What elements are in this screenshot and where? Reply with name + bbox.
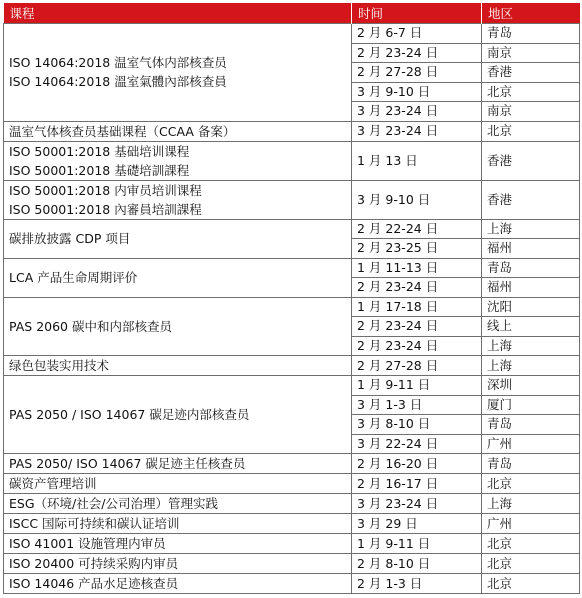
session-date-cell: 1 月 11-13 日	[352, 258, 482, 278]
course-name-cell	[4, 494, 352, 514]
table-row	[4, 534, 580, 554]
session-location-cell: 北京	[482, 574, 580, 594]
course-name-line: ISO 14064:2018 温室气体内部核查员	[9, 55, 227, 71]
session-date-cell: 3 月 1-3 日	[352, 395, 482, 415]
course-name-cell	[4, 514, 352, 534]
session-location-cell: 青岛	[482, 258, 580, 278]
course-name-line: ISO 50001:2018 內審員培訓課程	[9, 201, 202, 217]
course-name-line: LCA 产品生命周期评价	[9, 270, 138, 285]
course-name-cell	[4, 180, 352, 219]
course-name-cell	[4, 258, 352, 297]
table-body	[4, 24, 580, 594]
session-date-cell: 1 月 17-18 日	[352, 297, 482, 317]
course-name-cell	[4, 534, 352, 554]
session-location-cell: 青岛	[482, 454, 580, 474]
course-name-line: 绿色包装实用技术	[9, 358, 110, 373]
session-location-cell: 北京	[482, 474, 580, 494]
course-name-line: ISO 50001:2018 内审员培训课程	[9, 182, 202, 198]
course-name-line: ISCC 国际可持续和碳认证培训	[9, 516, 180, 531]
table-row	[4, 121, 580, 141]
session-date-cell: 3 月 23-24 日	[352, 121, 482, 141]
session-location-cell: 南京	[482, 102, 580, 122]
course-name-cell	[4, 297, 352, 356]
session-date-cell: 1 月 9-11 日	[352, 376, 482, 396]
table-row	[4, 574, 580, 594]
table-row	[4, 554, 580, 574]
course-name-line: ISO 14046 产品水足迹核查员	[9, 576, 179, 591]
session-date-cell: 3 月 22-24 日	[352, 434, 482, 454]
session-location-cell: 线上	[482, 317, 580, 337]
session-date-cell: 2 月 16-20 日	[352, 454, 482, 474]
course-name-cell	[4, 574, 352, 594]
session-date-cell: 3 月 23-24 日	[352, 494, 482, 514]
session-location-cell: 北京	[482, 82, 580, 102]
table-row	[4, 258, 580, 278]
table-row	[4, 494, 580, 514]
session-location-cell: 广州	[482, 434, 580, 454]
session-date-cell: 3 月 9-10 日	[352, 82, 482, 102]
course-name-cell	[4, 454, 352, 474]
session-location-cell: 厦门	[482, 395, 580, 415]
session-location-cell: 沈阳	[482, 297, 580, 317]
session-location-cell: 青岛	[482, 415, 580, 435]
session-date-cell: 2 月 8-10 日	[352, 554, 482, 574]
course-name-line: 碳排放披露 CDP 项目	[9, 231, 131, 246]
course-name-line: PAS 2050 / ISO 14067 碳足迹内部核查员	[9, 407, 250, 422]
session-date-cell: 3 月 8-10 日	[352, 415, 482, 435]
course-name-line: ISO 20400 可持续采购内审员	[9, 556, 179, 571]
course-name-cell	[4, 554, 352, 574]
course-name-cell	[4, 219, 352, 258]
course-name-line: ISO 14064:2018 溫室氣體內部核查員	[9, 74, 227, 90]
table-header-row	[4, 3, 580, 24]
course-name-line: ISO 50001:2018 基础培训课程	[9, 143, 190, 159]
session-date-cell: 2 月 23-24 日	[352, 278, 482, 298]
table-row	[4, 474, 580, 494]
course-name-cell	[4, 356, 352, 376]
course-name-cell	[4, 474, 352, 494]
course-schedule-table	[3, 3, 580, 594]
session-location-cell: 南京	[482, 43, 580, 63]
session-location-cell: 福州	[482, 239, 580, 259]
course-name-line: 碳资产管理培训	[9, 476, 97, 491]
session-date-cell: 3 月 9-10 日	[352, 180, 482, 219]
session-date-cell: 2 月 16-17 日	[352, 474, 482, 494]
session-date-cell: 3 月 23-24 日	[352, 102, 482, 122]
session-date-cell: 2 月 1-3 日	[352, 574, 482, 594]
header-course: 课程	[4, 3, 352, 24]
table-row	[4, 180, 580, 219]
course-name-cell	[4, 24, 352, 122]
session-location-cell: 上海	[482, 219, 580, 239]
session-location-cell: 福州	[482, 278, 580, 298]
session-location-cell: 香港	[482, 63, 580, 83]
session-date-cell: 2 月 23-25 日	[352, 239, 482, 259]
session-date-cell: 1 月 9-11 日	[352, 534, 482, 554]
table-row	[4, 376, 580, 396]
session-date-cell: 2 月 23-24 日	[352, 43, 482, 63]
table-row	[4, 141, 580, 180]
table-row	[4, 356, 580, 376]
session-location-cell: 北京	[482, 534, 580, 554]
session-location-cell: 香港	[482, 141, 580, 180]
table-row	[4, 219, 580, 239]
session-date-cell: 2 月 6-7 日	[352, 24, 482, 44]
session-date-cell: 2 月 23-24 日	[352, 317, 482, 337]
course-name-line: ISO 50001:2018 基礎培訓課程	[9, 162, 190, 178]
table-row	[4, 514, 580, 534]
session-date-cell: 2 月 22-24 日	[352, 219, 482, 239]
session-location-cell: 上海	[482, 356, 580, 376]
table-row	[4, 24, 580, 44]
course-name-cell	[4, 141, 352, 180]
session-location-cell: 上海	[482, 336, 580, 356]
session-date-cell: 2 月 27-28 日	[352, 356, 482, 376]
session-location-cell: 香港	[482, 180, 580, 219]
session-date-cell: 2 月 23-24 日	[352, 336, 482, 356]
course-name-line: PAS 2060 碳中和内部核查员	[9, 318, 172, 334]
table-row	[4, 454, 580, 474]
session-location-cell: 青岛	[482, 24, 580, 44]
session-location-cell: 上海	[482, 494, 580, 514]
table-row	[4, 297, 580, 317]
session-date-cell: 3 月 29 日	[352, 514, 482, 534]
header-location: 地区	[482, 3, 580, 24]
course-name-line: ESG（环境/社会/公司治理）管理实践	[9, 496, 218, 511]
session-date-cell: 1 月 13 日	[352, 141, 482, 180]
course-name-line: 温室气体核查员基础课程（CCAA 备案）	[9, 123, 236, 139]
session-location-cell: 北京	[482, 554, 580, 574]
header-date: 时间	[352, 3, 482, 24]
course-name-cell	[4, 121, 352, 141]
course-name-cell	[4, 376, 352, 454]
session-location-cell: 深圳	[482, 376, 580, 396]
session-date-cell: 2 月 27-28 日	[352, 63, 482, 83]
session-location-cell: 北京	[482, 121, 580, 141]
course-name-line: ISO 41001 设施管理内审员	[9, 536, 166, 551]
course-name-line: PAS 2050/ ISO 14067 碳足迹主任核查员	[9, 456, 246, 471]
session-location-cell: 广州	[482, 514, 580, 534]
